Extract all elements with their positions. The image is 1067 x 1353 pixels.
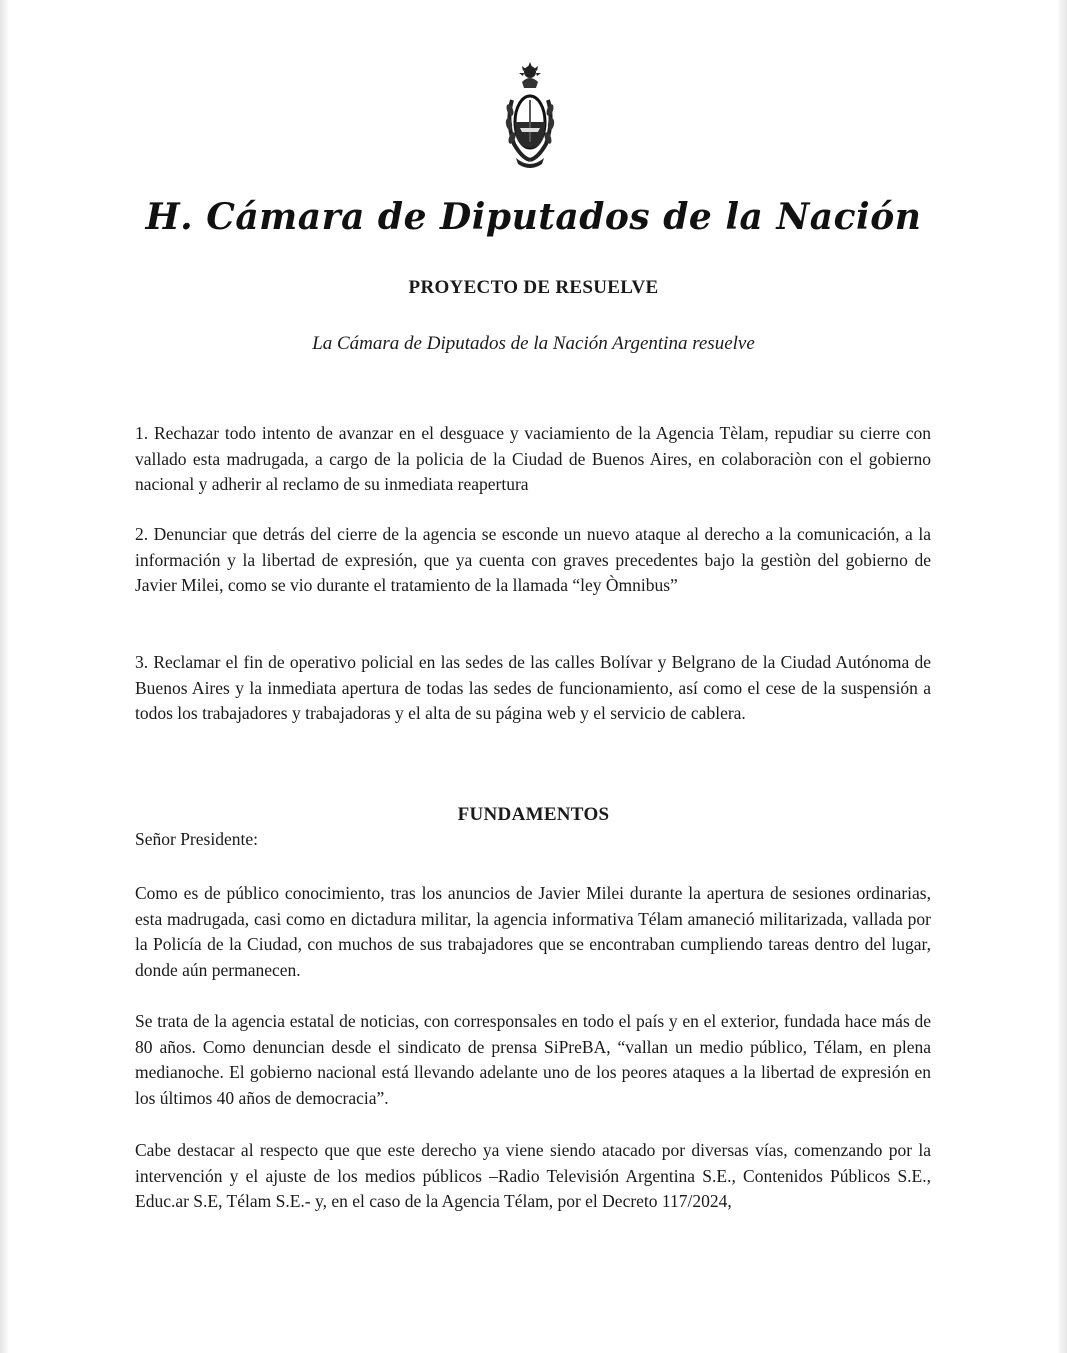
project-heading: PROYECTO DE RESUELVE <box>408 277 659 298</box>
fundamento-paragraph-1: Como es de público conocimiento, tras los anuncios de Javier Milei durante la apertura de sesiones ordinarias, esta madrugada, casi como en dictadura militar, la agencia informativa Télam amaneció militarizada, vallada por la Policía de la Ciudad, con muchos de sus trabajadores que se encontraban cumpliendo tareas dentro del lugar, donde aún permanecen. <box>135 883 931 980</box>
fundamento-paragraph-3: Cabe destacar al respecto que que este derecho ya viene siendo atacado por diversas vías, comenzando por la intervención y el ajuste de los medios públicos –Radio Televisión Argentina S.E., Contenidos Públicos S.E., Educ.ar S.E, Télam S.E.- y, en el caso de la Agencia Télam, por el Decreto 117/2024, <box>135 1140 931 1211</box>
article-1: 1. Rechazar todo intento de avanzar en el desguace y vaciamiento de la Agencia Tèlam, repudiar su cierre con vallado esta madrugada, a cargo de la policia de la Ciudad de Buenos Aires, en colaboraciòn con el gobierno nacional y adherir al reclamo de su inmediata reapertura <box>135 423 931 494</box>
resolution-intro: La Cámara de Diputados de la Nación Argentina resuelve <box>312 333 755 354</box>
chamber-title: H. Cámara de Diputados de la Nación <box>145 196 922 238</box>
fundamento-paragraph-2: Se trata de la agencia estatal de noticias, con corresponsales en todo el país y en el exterior, fundada hace más de 80 años. Como denuncian desde el sindicato de prensa SiPreBA, “vallan un medio público, Télam, en plena medianoche. El gobierno nacional está llevando adelante uno de los peores ataques a la libertad de expresión en los últimos 40 años de democracia”. <box>135 1011 931 1108</box>
salutation: Señor Presidente: <box>135 829 258 849</box>
article-2: 2. Denunciar que detrás del cierre de la agencia se esconde un nuevo ataque al derecho a la comunicación, a la información y la libertad de expresión, que ya cuenta con graves precedentes bajo la gestiòn del gobierno de Javier Milei, como se vio durante el tratamiento de la llamada “ley Òmnibus” <box>135 524 931 595</box>
coat-of-arms-icon <box>502 60 558 172</box>
fundamentos-heading: FUNDAMENTOS <box>457 804 610 825</box>
article-3: 3. Reclamar el fin de operativo policial en las sedes de las calles Bolívar y Belgrano de la Ciudad Autónoma de Buenos Aires y la inmediata apertura de todas las sedes de funcionamiento, así como el cese de la suspensión a todos los trabajadores y trabajadoras y el alta de su página web y el servicio de cablera. <box>135 652 931 723</box>
